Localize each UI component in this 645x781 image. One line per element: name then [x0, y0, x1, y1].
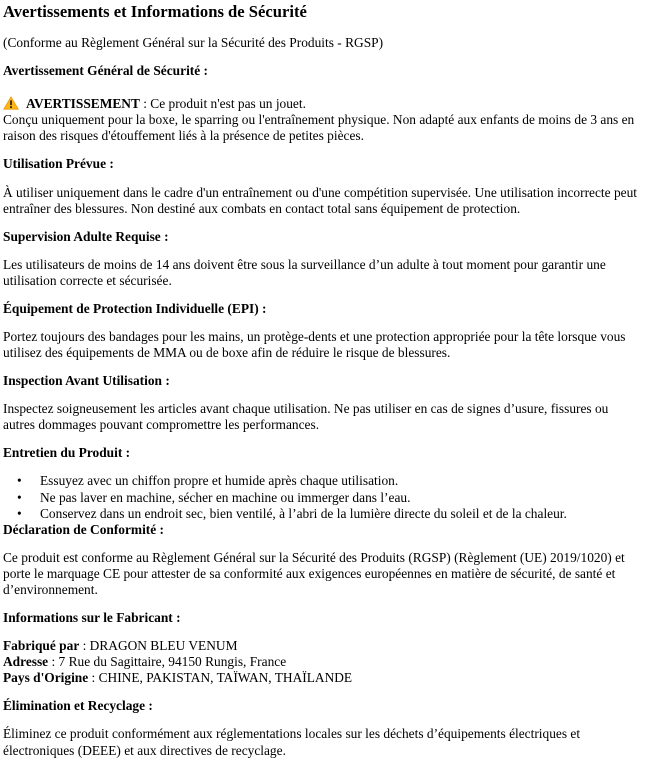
- section-heading-general-safety: Avertissement Général de Sécurité :: [3, 63, 209, 79]
- field-label: Pays d'Origine: [3, 670, 89, 686]
- ppe-paragraph: Portez toujours des bandages pour les mains, un protège-dents et une protection appropriée pour la tête lorsque vous utilisez des équipements de MMA ou de boxe afin de réduire le risque de blessures.: [3, 329, 626, 361]
- manufacturer-line: [3, 654, 641, 670]
- manufacturer-line: [3, 670, 641, 686]
- section-heading-ppe: Équipement de Protection Individuelle (EPI) :: [3, 300, 267, 316]
- section-heading-conformity: Déclaration de Conformité :: [3, 521, 165, 537]
- manufacturer-info: [3, 638, 641, 686]
- warning-body: Conçu uniquement pour la boxe, le sparring ou l'entraînement physique. Non adapté aux enfants de moins de 3 ans en raison des risques d'étouffement liés à la présence de petites pièces.: [3, 112, 635, 144]
- page-title: Avertissements et Informations de Sécurité: [3, 2, 307, 21]
- subtitle: (Conforme au Règlement Général sur la Sécurité des Produits - RGSP): [3, 35, 384, 51]
- manufacturer-line: [3, 638, 641, 654]
- warning-triangle-icon: [3, 96, 19, 110]
- list-item: • Essuyez avec un chiffon propre et humide après chaque utilisation.: [3, 473, 641, 489]
- section-heading-intended-use: Utilisation Prévue :: [3, 156, 114, 172]
- section-heading-manufacturer: Informations sur le Fabricant :: [3, 610, 181, 626]
- warning-label: AVERTISSEMENT: [26, 96, 140, 112]
- field-value: : 7 Rue du Sagittaire, 94150 Rungis, France: [48, 654, 287, 670]
- section-heading-maintenance: Entretien du Produit :: [3, 445, 131, 461]
- recycling-paragraph: Éliminez ce produit conformément aux réglementations locales sur les déchets d’équipements électriques et électroniques (DEEE) et aux directives de recyclage.: [3, 726, 581, 758]
- adult-supervision-paragraph: Les utilisateurs de moins de 14 ans doivent être sous la surveillance d’un adulte à tout moment pour garantir une utilisation correcte et sécurisée.: [3, 256, 606, 288]
- section-heading-inspection: Inspection Avant Utilisation :: [3, 373, 170, 389]
- field-label: Fabriqué par: [3, 638, 80, 654]
- field-value: : DRAGON BLEU VENUM: [79, 638, 238, 654]
- field-label: Adresse: [3, 654, 49, 670]
- warning-paragraph: [3, 96, 641, 144]
- intended-use-paragraph: À utiliser uniquement dans le cadre d'un entraînement ou d'une compétition supervisée. Une utilisation incorrecte peut entraîner des blessures. Non destiné aux combats en contact total sans équipement de protection.: [3, 184, 637, 216]
- conformity-paragraph: Ce produit est conforme au Règlement Général sur la Sécurité des Produits (RGSP) (Règlement (UE) 2019/1020) et porte le marquage CE pour attester de sa conformité aux exigences européennes en matière de sécurité, de santé et d’environnement.: [3, 549, 625, 597]
- maintenance-list: [3, 473, 641, 521]
- warning-intro: : Ce produit n'est pas un jouet.: [139, 96, 306, 112]
- list-item: • Conservez dans un endroit sec, bien ventilé, à l’abri de la lumière directe du soleil et de la chaleur.: [3, 506, 641, 522]
- field-value: : CHINE, PAKISTAN, TAÏWAN, THAÏLANDE: [88, 670, 353, 686]
- inspection-paragraph: Inspectez soigneusement les articles avant chaque utilisation. Ne pas utiliser en cas de signes d’usure, fissures ou autres dommages pouvant compromettre les performances.: [3, 401, 609, 433]
- section-heading-adult-supervision: Supervision Adulte Requise :: [3, 228, 169, 244]
- list-item: • Ne pas laver en machine, sécher en machine ou immerger dans l’eau.: [3, 490, 641, 506]
- section-heading-recycling: Élimination et Recyclage :: [3, 698, 153, 714]
